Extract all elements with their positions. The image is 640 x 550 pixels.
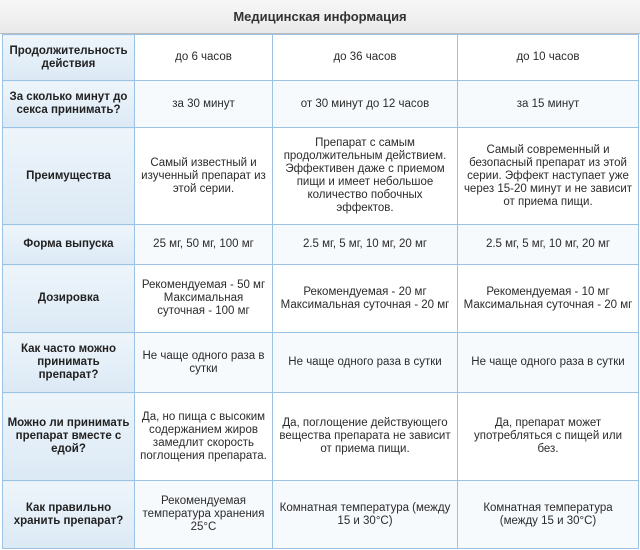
row-dosage: [3, 265, 639, 333]
row-header: Преимущества: [3, 128, 135, 225]
cell-drug-1: за 30 минут: [135, 81, 273, 128]
cell-drug-2: Да, поглощение действующего вещества препарата не зависит от приема пищи.: [273, 393, 458, 481]
row-timing: [3, 81, 639, 128]
cell-drug-1: 25 мг, 50 мг, 100 мг: [135, 225, 273, 265]
cell-drug-2: Препарат с самым продолжительным действием. Эффективен даже с приемом пищи и имеет небольшое количество побочных эффектов.: [273, 128, 458, 225]
cell-drug-1: Не чаще одного раза в сутки: [135, 333, 273, 393]
cell-drug-3: до 10 часов: [458, 35, 639, 81]
row-duration: [3, 35, 639, 81]
row-storage: [3, 481, 639, 549]
row-header: Можно ли принимать препарат вместе с едой?: [3, 393, 135, 481]
cell-drug-3: Комнатная температура (между 15 и 30°C): [458, 481, 639, 549]
cell-drug-3: Да, препарат может употребляться с пищей или без.: [458, 393, 639, 481]
medical-info-table: [2, 34, 639, 549]
cell-drug-1: Самый известный и изученный препарат из этой серии.: [135, 128, 273, 225]
cell-drug-1: до 6 часов: [135, 35, 273, 81]
cell-drug-3: за 15 минут: [458, 81, 639, 128]
row-with-food: [3, 393, 639, 481]
row-header: Как часто можно принимать препарат?: [3, 333, 135, 393]
row-header: Продолжительность действия: [3, 35, 135, 81]
row-header: Дозировка: [3, 265, 135, 333]
cell-drug-3: Самый современный и безопасный препарат из этой серии. Эффект наступает уже через 15-20 минут и не зависит от приема пищи.: [458, 128, 639, 225]
cell-drug-3: 2.5 мг, 5 мг, 10 мг, 20 мг: [458, 225, 639, 265]
cell-drug-2: до 36 часов: [273, 35, 458, 81]
cell-drug-1: Рекомендуемая температура хранения 25°C: [135, 481, 273, 549]
cell-drug-3: Не чаще одного раза в сутки: [458, 333, 639, 393]
row-header: За сколько минут до секса принимать?: [3, 81, 135, 128]
cell-drug-2: 2.5 мг, 5 мг, 10 мг, 20 мг: [273, 225, 458, 265]
table-title: Медицинская информация: [0, 0, 640, 34]
cell-drug-2: Рекомендуемая - 20 мг Максимальная суточная - 20 мг: [273, 265, 458, 333]
cell-drug-2: Не чаще одного раза в сутки: [273, 333, 458, 393]
row-header: Как правильно хранить препарат?: [3, 481, 135, 549]
row-release-form: [3, 225, 639, 265]
row-header: Форма выпуска: [3, 225, 135, 265]
cell-drug-1: Рекомендуемая - 50 мг Максимальная суточная - 100 мг: [135, 265, 273, 333]
cell-drug-1: Да, но пища с высоким содержанием жиров замедлит скорость поглощения препарата.: [135, 393, 273, 481]
row-advantages: [3, 128, 639, 225]
cell-drug-2: Комнатная температура (между 15 и 30°C): [273, 481, 458, 549]
row-frequency: [3, 333, 639, 393]
cell-drug-2: от 30 минут до 12 часов: [273, 81, 458, 128]
cell-drug-3: Рекомендуемая - 10 мг Максимальная суточная - 20 мг: [458, 265, 639, 333]
